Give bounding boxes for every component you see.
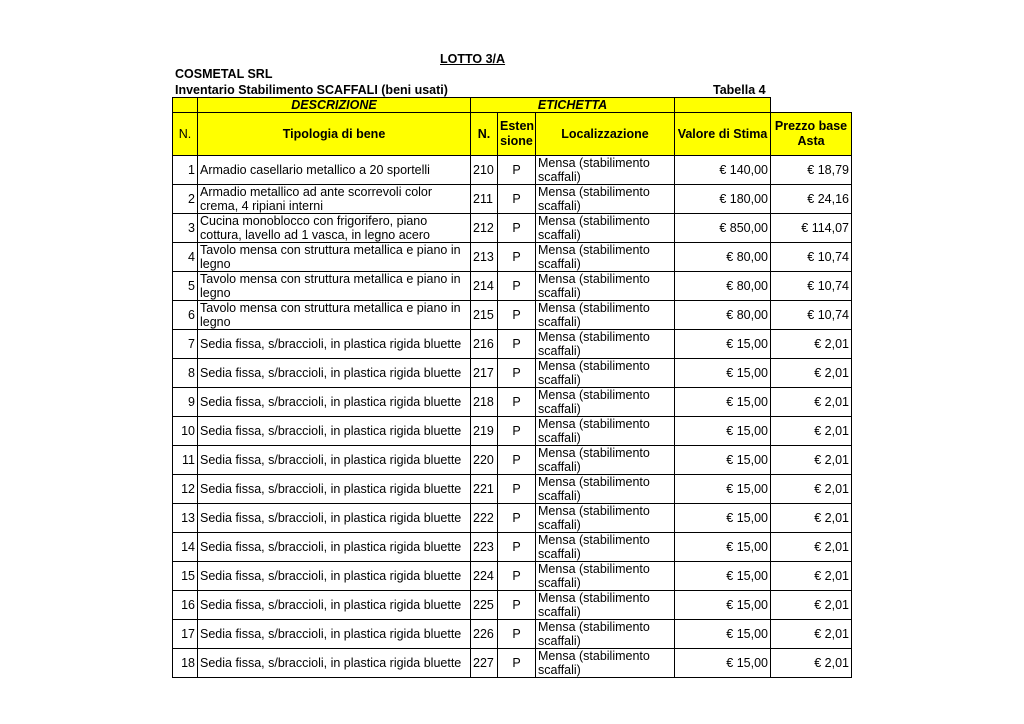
base-auction-price: € 2,01 [771, 359, 852, 388]
base-auction-price: € 2,01 [771, 388, 852, 417]
row-number: 9 [173, 388, 198, 417]
base-auction-price: € 2,01 [771, 533, 852, 562]
label-extension: P [498, 475, 536, 504]
label-number: 216 [471, 330, 498, 359]
row-number: 7 [173, 330, 198, 359]
label-extension: P [498, 649, 536, 678]
item-description: Sedia fissa, s/braccioli, in plastica rigida bluette [198, 562, 471, 591]
base-auction-price: € 2,01 [771, 504, 852, 533]
item-description: Sedia fissa, s/braccioli, in plastica rigida bluette [198, 330, 471, 359]
label-extension: P [498, 533, 536, 562]
item-description: Sedia fissa, s/braccioli, in plastica rigida bluette [198, 475, 471, 504]
item-description: Armadio metallico ad ante scorrevoli color crema, 4 ripiani interni [198, 185, 471, 214]
table-row [173, 359, 852, 388]
item-location: Mensa (stabilimento scaffali) [536, 272, 675, 301]
estimated-value: € 15,00 [675, 417, 771, 446]
table-row [173, 475, 852, 504]
label-extension: P [498, 214, 536, 243]
header-n: N. [173, 113, 198, 156]
item-description: Cucina monoblocco con frigorifero, piano cottura, lavello ad 1 vasca, in legno acero [198, 214, 471, 243]
header-descrizione: DESCRIZIONE [198, 98, 471, 113]
header-estensione: Esten sione [498, 113, 536, 156]
row-number: 12 [173, 475, 198, 504]
label-extension: P [498, 446, 536, 475]
column-header-row [173, 113, 852, 156]
item-description: Tavolo mensa con struttura metallica e piano in legno [198, 301, 471, 330]
item-location: Mensa (stabilimento scaffali) [536, 649, 675, 678]
row-number: 1 [173, 156, 198, 185]
item-location: Mensa (stabilimento scaffali) [536, 562, 675, 591]
table-row [173, 243, 852, 272]
row-number: 10 [173, 417, 198, 446]
label-number: 214 [471, 272, 498, 301]
row-number: 16 [173, 591, 198, 620]
estimated-value: € 180,00 [675, 185, 771, 214]
label-extension: P [498, 156, 536, 185]
label-number: 224 [471, 562, 498, 591]
header-tipologia: Tipologia di bene [198, 113, 471, 156]
label-extension: P [498, 620, 536, 649]
label-extension: P [498, 591, 536, 620]
label-number: 223 [471, 533, 498, 562]
row-number: 14 [173, 533, 198, 562]
item-location: Mensa (stabilimento scaffali) [536, 156, 675, 185]
row-number: 11 [173, 446, 198, 475]
table-row [173, 620, 852, 649]
label-number: 218 [471, 388, 498, 417]
table-row [173, 330, 852, 359]
table-row [173, 301, 852, 330]
base-auction-price: € 10,74 [771, 243, 852, 272]
item-location: Mensa (stabilimento scaffali) [536, 388, 675, 417]
base-auction-price: € 2,01 [771, 591, 852, 620]
item-location: Mensa (stabilimento scaffali) [536, 591, 675, 620]
label-number: 226 [471, 620, 498, 649]
header-n2: N. [471, 113, 498, 156]
estimated-value: € 15,00 [675, 620, 771, 649]
table-row [173, 272, 852, 301]
label-extension: P [498, 330, 536, 359]
item-description: Sedia fissa, s/braccioli, in plastica rigida bluette [198, 591, 471, 620]
base-auction-price: € 2,01 [771, 417, 852, 446]
item-location: Mensa (stabilimento scaffali) [536, 417, 675, 446]
estimated-value: € 15,00 [675, 359, 771, 388]
estimated-value: € 80,00 [675, 301, 771, 330]
table-row [173, 504, 852, 533]
item-description: Armadio casellario metallico a 20 sportelli [198, 156, 471, 185]
item-location: Mensa (stabilimento scaffali) [536, 214, 675, 243]
item-description: Sedia fissa, s/braccioli, in plastica rigida bluette [198, 417, 471, 446]
item-location: Mensa (stabilimento scaffali) [536, 243, 675, 272]
row-number: 13 [173, 504, 198, 533]
base-auction-price: € 2,01 [771, 649, 852, 678]
label-extension: P [498, 388, 536, 417]
base-auction-price: € 10,74 [771, 301, 852, 330]
estimated-value: € 15,00 [675, 330, 771, 359]
inventory-title: Inventario Stabilimento SCAFFALI (beni usati) [175, 83, 448, 97]
label-number: 220 [471, 446, 498, 475]
label-number: 213 [471, 243, 498, 272]
lotto-title: LOTTO 3/A [440, 52, 506, 66]
inventory-table [172, 97, 852, 678]
estimated-value: € 15,00 [675, 533, 771, 562]
header-localizzazione: Localizzazione [536, 113, 675, 156]
estimated-value: € 15,00 [675, 504, 771, 533]
label-number: 215 [471, 301, 498, 330]
group-header-row [173, 98, 852, 113]
label-number: 217 [471, 359, 498, 388]
estimated-value: € 15,00 [675, 475, 771, 504]
label-extension: P [498, 359, 536, 388]
item-location: Mensa (stabilimento scaffali) [536, 185, 675, 214]
table-row [173, 388, 852, 417]
row-number: 8 [173, 359, 198, 388]
item-description: Sedia fissa, s/braccioli, in plastica rigida bluette [198, 649, 471, 678]
item-location: Mensa (stabilimento scaffali) [536, 620, 675, 649]
label-extension: P [498, 504, 536, 533]
label-number: 222 [471, 504, 498, 533]
estimated-value: € 140,00 [675, 156, 771, 185]
item-description: Sedia fissa, s/braccioli, in plastica rigida bluette [198, 620, 471, 649]
item-description: Sedia fissa, s/braccioli, in plastica rigida bluette [198, 388, 471, 417]
item-location: Mensa (stabilimento scaffali) [536, 359, 675, 388]
item-description: Tavolo mensa con struttura metallica e piano in legno [198, 272, 471, 301]
row-number: 4 [173, 243, 198, 272]
label-number: 219 [471, 417, 498, 446]
item-description: Sedia fissa, s/braccioli, in plastica rigida bluette [198, 446, 471, 475]
header-valore: Valore di Stima [675, 113, 771, 156]
label-number: 212 [471, 214, 498, 243]
label-number: 211 [471, 185, 498, 214]
header-n-cell-top [173, 98, 198, 113]
base-auction-price: € 2,01 [771, 330, 852, 359]
base-auction-price: € 18,79 [771, 156, 852, 185]
base-auction-price: € 24,16 [771, 185, 852, 214]
item-location: Mensa (stabilimento scaffali) [536, 446, 675, 475]
table-row [173, 562, 852, 591]
item-location: Mensa (stabilimento scaffali) [536, 504, 675, 533]
row-number: 17 [173, 620, 198, 649]
base-auction-price: € 2,01 [771, 562, 852, 591]
label-extension: P [498, 185, 536, 214]
label-extension: P [498, 417, 536, 446]
estimated-value: € 15,00 [675, 446, 771, 475]
item-location: Mensa (stabilimento scaffali) [536, 330, 675, 359]
row-number: 3 [173, 214, 198, 243]
item-description: Sedia fissa, s/braccioli, in plastica rigida bluette [198, 533, 471, 562]
label-extension: P [498, 272, 536, 301]
table-row [173, 446, 852, 475]
label-number: 227 [471, 649, 498, 678]
company-name: COSMETAL SRL [175, 67, 273, 81]
row-number: 5 [173, 272, 198, 301]
item-location: Mensa (stabilimento scaffali) [536, 533, 675, 562]
header-etichetta: ETICHETTA [471, 98, 675, 113]
table-row [173, 156, 852, 185]
label-number: 221 [471, 475, 498, 504]
label-number: 210 [471, 156, 498, 185]
table-row [173, 591, 852, 620]
table-row [173, 214, 852, 243]
label-extension: P [498, 301, 536, 330]
item-description: Sedia fissa, s/braccioli, in plastica rigida bluette [198, 504, 471, 533]
base-auction-price: € 2,01 [771, 475, 852, 504]
estimated-value: € 80,00 [675, 272, 771, 301]
label-number: 225 [471, 591, 498, 620]
item-description: Tavolo mensa con struttura metallica e piano in legno [198, 243, 471, 272]
row-number: 2 [173, 185, 198, 214]
item-location: Mensa (stabilimento scaffali) [536, 475, 675, 504]
base-auction-price: € 2,01 [771, 620, 852, 649]
table-row [173, 649, 852, 678]
base-auction-price: € 10,74 [771, 272, 852, 301]
row-number: 15 [173, 562, 198, 591]
base-auction-price: € 2,01 [771, 446, 852, 475]
header-prezzo: Prezzo base Asta [771, 113, 852, 156]
header-blank-cell [771, 98, 852, 113]
label-extension: P [498, 243, 536, 272]
estimated-value: € 15,00 [675, 388, 771, 417]
header-valore-cell-top [675, 98, 771, 113]
estimated-value: € 15,00 [675, 591, 771, 620]
table-row [173, 533, 852, 562]
table-row [173, 185, 852, 214]
item-description: Sedia fissa, s/braccioli, in plastica rigida bluette [198, 359, 471, 388]
estimated-value: € 15,00 [675, 562, 771, 591]
estimated-value: € 15,00 [675, 649, 771, 678]
base-auction-price: € 114,07 [771, 214, 852, 243]
estimated-value: € 850,00 [675, 214, 771, 243]
row-number: 6 [173, 301, 198, 330]
estimated-value: € 80,00 [675, 243, 771, 272]
table-number: Tabella 4 [713, 83, 766, 97]
table-row [173, 417, 852, 446]
row-number: 18 [173, 649, 198, 678]
label-extension: P [498, 562, 536, 591]
item-location: Mensa (stabilimento scaffali) [536, 301, 675, 330]
